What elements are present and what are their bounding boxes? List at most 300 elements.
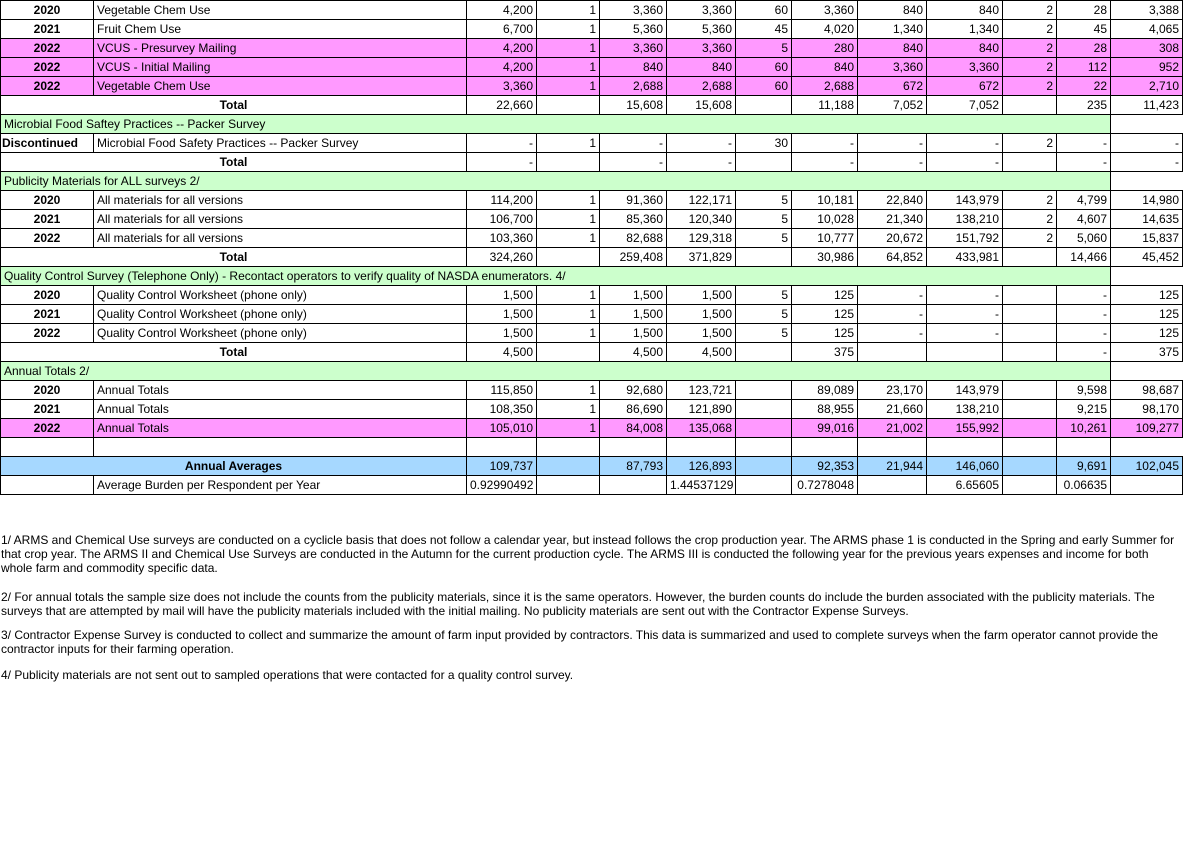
- value-cell: 4,200: [467, 1, 537, 20]
- value-cell: 14,980: [1111, 191, 1183, 210]
- description-cell: All materials for all versions: [94, 191, 467, 210]
- value-cell: 1,340: [858, 20, 927, 39]
- value-cell: 4,020: [792, 20, 858, 39]
- value-cell: 64,852: [858, 248, 927, 267]
- value-cell: 4,500: [600, 343, 667, 362]
- value-cell: 433,981: [927, 248, 1003, 267]
- description-cell: VCUS - Initial Mailing: [94, 58, 467, 77]
- value-cell: [1003, 457, 1057, 476]
- value-cell: [858, 476, 927, 495]
- description-cell: Vegetable Chem Use: [94, 1, 467, 20]
- total-label: Total: [1, 96, 467, 115]
- value-cell: 9,215: [1057, 400, 1111, 419]
- value-cell: 3,360: [927, 58, 1003, 77]
- table-row: [1, 343, 1183, 362]
- value-cell: 9,691: [1057, 457, 1111, 476]
- value-cell: 0.92990492: [467, 476, 537, 495]
- table-row: [1, 457, 1183, 476]
- value-cell: 84,008: [600, 419, 667, 438]
- table-row: [1, 229, 1183, 248]
- value-cell: 106,700: [467, 210, 537, 229]
- value-cell: 30: [736, 134, 792, 153]
- value-cell: 0.06635: [1057, 476, 1111, 495]
- value-cell: 3,360: [600, 1, 667, 20]
- value-cell: -: [1057, 343, 1111, 362]
- table-row: [1, 419, 1183, 438]
- table-row: [1, 400, 1183, 419]
- value-cell: 123,721: [667, 381, 736, 400]
- empty-cell: [94, 438, 467, 457]
- value-cell: 1.44537129: [667, 476, 736, 495]
- value-cell: 14,466: [1057, 248, 1111, 267]
- empty-cell: [1003, 438, 1057, 457]
- value-cell: 2: [1003, 134, 1057, 153]
- value-cell: [736, 419, 792, 438]
- table-row: [1, 362, 1183, 381]
- value-cell: -: [858, 305, 927, 324]
- value-cell: 15,837: [1111, 229, 1183, 248]
- value-cell: -: [858, 324, 927, 343]
- value-cell: 5: [736, 324, 792, 343]
- empty-cell: [1, 438, 94, 457]
- value-cell: 1,500: [467, 305, 537, 324]
- value-cell: 1: [537, 400, 600, 419]
- value-cell: 672: [927, 77, 1003, 96]
- description-cell: Annual Totals: [94, 419, 467, 438]
- value-cell: -: [1057, 324, 1111, 343]
- value-cell: [1003, 381, 1057, 400]
- value-cell: [1111, 476, 1183, 495]
- value-cell: 11,188: [792, 96, 858, 115]
- value-cell: 86,690: [600, 400, 667, 419]
- value-cell: 0.7278048: [792, 476, 858, 495]
- table-row: [1, 39, 1183, 58]
- empty-cell: [792, 438, 858, 457]
- value-cell: 2: [1003, 58, 1057, 77]
- value-cell: 3,360: [667, 1, 736, 20]
- value-cell: 129,318: [667, 229, 736, 248]
- description-cell: Quality Control Worksheet (phone only): [94, 305, 467, 324]
- section-header: Annual Totals 2/: [1, 362, 1111, 381]
- value-cell: 1: [537, 134, 600, 153]
- value-cell: [736, 381, 792, 400]
- value-cell: 1,500: [667, 324, 736, 343]
- footnote-1: 1/ ARMS and Chemical Use surveys are conducted on a cyclicle basis that does not follow a calendar year, but instead follows the crop production year. The ARMS phase 1 is conducted in the Spring and early Summer for that crop year. The ARMS II and Chemical Use Surveys are conducted in the Autumn for the current production cycle. The ARMS III is conducted the following year for the previous years expenses and income for both whole farm and commodity specific data.: [1, 533, 1175, 575]
- year-cell: Discontinued: [1, 134, 94, 153]
- value-cell: 98,170: [1111, 400, 1183, 419]
- empty-cell: [600, 438, 667, 457]
- value-cell: 122,171: [667, 191, 736, 210]
- section-header: Publicity Materials for ALL surveys 2/: [1, 172, 1111, 191]
- value-cell: 5,060: [1057, 229, 1111, 248]
- value-cell: 21,002: [858, 419, 927, 438]
- value-cell: 5,360: [600, 20, 667, 39]
- value-cell: 2: [1003, 39, 1057, 58]
- value-cell: 1: [537, 20, 600, 39]
- value-cell: 2: [1003, 1, 1057, 20]
- year-cell: 2022: [1, 419, 94, 438]
- description-cell: Annual Totals: [94, 400, 467, 419]
- table-row: [1, 324, 1183, 343]
- value-cell: 1: [537, 381, 600, 400]
- value-cell: 371,829: [667, 248, 736, 267]
- value-cell: 82,688: [600, 229, 667, 248]
- value-cell: 121,890: [667, 400, 736, 419]
- year-cell: 2022: [1, 58, 94, 77]
- value-cell: 2: [1003, 191, 1057, 210]
- value-cell: -: [1111, 153, 1183, 172]
- year-cell: 2022: [1, 229, 94, 248]
- value-cell: 840: [858, 1, 927, 20]
- value-cell: 143,979: [927, 191, 1003, 210]
- value-cell: 952: [1111, 58, 1183, 77]
- value-cell: 22,660: [467, 96, 537, 115]
- year-cell: 2020: [1, 1, 94, 20]
- value-cell: 4,065: [1111, 20, 1183, 39]
- value-cell: [537, 457, 600, 476]
- empty-cell: [467, 438, 537, 457]
- value-cell: 1: [537, 39, 600, 58]
- value-cell: 99,016: [792, 419, 858, 438]
- value-cell: 10,777: [792, 229, 858, 248]
- table-row: [1, 96, 1183, 115]
- value-cell: 308: [1111, 39, 1183, 58]
- value-cell: -: [858, 134, 927, 153]
- value-cell: 4,200: [467, 39, 537, 58]
- table-row: [1, 153, 1183, 172]
- value-cell: [736, 248, 792, 267]
- table-row: [1, 476, 1183, 495]
- empty-cell: [736, 438, 792, 457]
- value-cell: 60: [736, 1, 792, 20]
- empty-cell: [667, 438, 736, 457]
- table-row: [1, 305, 1183, 324]
- value-cell: 1: [537, 286, 600, 305]
- year-cell: 2022: [1, 324, 94, 343]
- value-cell: 1,340: [927, 20, 1003, 39]
- value-cell: 1: [537, 419, 600, 438]
- year-cell: 2022: [1, 39, 94, 58]
- table-row: [1, 381, 1183, 400]
- value-cell: -: [927, 305, 1003, 324]
- year-cell: [1, 476, 94, 495]
- value-cell: 10,028: [792, 210, 858, 229]
- table-row: [1, 286, 1183, 305]
- value-cell: -: [927, 153, 1003, 172]
- value-cell: 135,068: [667, 419, 736, 438]
- value-cell: -: [792, 153, 858, 172]
- value-cell: [1003, 153, 1057, 172]
- empty-cell: [537, 438, 600, 457]
- value-cell: 20,672: [858, 229, 927, 248]
- value-cell: 2,688: [792, 77, 858, 96]
- value-cell: 115,850: [467, 381, 537, 400]
- value-cell: 2,710: [1111, 77, 1183, 96]
- value-cell: 4,500: [467, 343, 537, 362]
- value-cell: -: [667, 134, 736, 153]
- value-cell: -: [792, 134, 858, 153]
- value-cell: 105,010: [467, 419, 537, 438]
- value-cell: 1: [537, 191, 600, 210]
- year-cell: 2022: [1, 77, 94, 96]
- value-cell: [1003, 305, 1057, 324]
- value-cell: -: [667, 153, 736, 172]
- value-cell: [736, 400, 792, 419]
- value-cell: 88,955: [792, 400, 858, 419]
- value-cell: 1: [537, 305, 600, 324]
- description-cell: All materials for all versions: [94, 210, 467, 229]
- section-header: Microbial Food Saftey Practices -- Packer Survey: [1, 115, 1111, 134]
- table-row: [1, 1, 1183, 20]
- value-cell: 125: [1111, 305, 1183, 324]
- value-cell: 89,089: [792, 381, 858, 400]
- value-cell: 375: [792, 343, 858, 362]
- empty-cell: [1057, 438, 1111, 457]
- value-cell: 125: [792, 305, 858, 324]
- value-cell: 5: [736, 286, 792, 305]
- value-cell: 5: [736, 305, 792, 324]
- value-cell: 2,688: [667, 77, 736, 96]
- value-cell: 15,608: [667, 96, 736, 115]
- value-cell: 9,598: [1057, 381, 1111, 400]
- value-cell: 103,360: [467, 229, 537, 248]
- total-label: Total: [1, 248, 467, 267]
- value-cell: 10,181: [792, 191, 858, 210]
- value-cell: 1,500: [667, 286, 736, 305]
- value-cell: 1: [537, 324, 600, 343]
- value-cell: [600, 476, 667, 495]
- year-cell: 2020: [1, 191, 94, 210]
- value-cell: [537, 96, 600, 115]
- value-cell: -: [927, 324, 1003, 343]
- value-cell: [1003, 476, 1057, 495]
- value-cell: [736, 457, 792, 476]
- description-cell: Microbial Food Safety Practices -- Packer Survey: [94, 134, 467, 153]
- value-cell: -: [1057, 305, 1111, 324]
- value-cell: [1003, 286, 1057, 305]
- value-cell: 1,500: [467, 286, 537, 305]
- value-cell: -: [1111, 134, 1183, 153]
- value-cell: 4,607: [1057, 210, 1111, 229]
- table-row: [1, 77, 1183, 96]
- value-cell: 125: [792, 324, 858, 343]
- value-cell: 98,687: [1111, 381, 1183, 400]
- value-cell: 1,500: [667, 305, 736, 324]
- value-cell: -: [467, 134, 537, 153]
- value-cell: 5,360: [667, 20, 736, 39]
- value-cell: 126,893: [667, 457, 736, 476]
- value-cell: 5: [736, 39, 792, 58]
- value-cell: [927, 343, 1003, 362]
- value-cell: 2: [1003, 210, 1057, 229]
- footnote-2: 2/ For annual totals the sample size does not include the counts from the publicity materials, since it is the same operators. However, the burden counts do include the burden associated with the publicity materials. The surveys that are attempted by mail will have the publicity materials included with the initial mailing. No publicity materials are sent out with the Contractor Expense Surveys.: [1, 590, 1155, 618]
- footnote-3: 3/ Contractor Expense Survey is conducted to collect and summarize the amount of farm input provided by contractors. This data is summarized and used to complete surveys when the farm operator cannot provide the contractor inputs for their farming operation.: [1, 628, 1159, 656]
- value-cell: 6.65605: [927, 476, 1003, 495]
- description-cell: Quality Control Worksheet (phone only): [94, 286, 467, 305]
- value-cell: 840: [927, 1, 1003, 20]
- value-cell: -: [467, 153, 537, 172]
- value-cell: 1: [537, 229, 600, 248]
- value-cell: 108,350: [467, 400, 537, 419]
- table-row: [1, 210, 1183, 229]
- value-cell: -: [600, 153, 667, 172]
- value-cell: [537, 153, 600, 172]
- value-cell: 7,052: [927, 96, 1003, 115]
- value-cell: -: [600, 134, 667, 153]
- value-cell: 120,340: [667, 210, 736, 229]
- table-row: [1, 191, 1183, 210]
- value-cell: 3,388: [1111, 1, 1183, 20]
- total-label: Total: [1, 343, 467, 362]
- value-cell: 6,700: [467, 20, 537, 39]
- value-cell: 2: [1003, 229, 1057, 248]
- value-cell: -: [1057, 286, 1111, 305]
- value-cell: 3,360: [667, 39, 736, 58]
- value-cell: 1,500: [600, 324, 667, 343]
- value-cell: 112: [1057, 58, 1111, 77]
- value-cell: 138,210: [927, 210, 1003, 229]
- value-cell: [1003, 343, 1057, 362]
- value-cell: 1,500: [600, 286, 667, 305]
- description-cell: Average Burden per Respondent per Year: [94, 476, 467, 495]
- value-cell: [736, 343, 792, 362]
- value-cell: 5: [736, 210, 792, 229]
- value-cell: 4,200: [467, 58, 537, 77]
- table-row: [1, 58, 1183, 77]
- value-cell: 14,635: [1111, 210, 1183, 229]
- value-cell: 840: [792, 58, 858, 77]
- value-cell: 146,060: [927, 457, 1003, 476]
- value-cell: 45: [1057, 20, 1111, 39]
- description-cell: Quality Control Worksheet (phone only): [94, 324, 467, 343]
- value-cell: 375: [1111, 343, 1183, 362]
- empty-cell: [927, 438, 1003, 457]
- empty-cell: [858, 438, 927, 457]
- value-cell: 15,608: [600, 96, 667, 115]
- year-cell: 2021: [1, 210, 94, 229]
- value-cell: 60: [736, 77, 792, 96]
- table-row: [1, 20, 1183, 39]
- value-cell: 4,799: [1057, 191, 1111, 210]
- value-cell: -: [1057, 153, 1111, 172]
- table-row: [1, 115, 1183, 134]
- value-cell: [1003, 324, 1057, 343]
- value-cell: [1003, 400, 1057, 419]
- value-cell: 85,360: [600, 210, 667, 229]
- value-cell: [1003, 419, 1057, 438]
- table-row: [1, 438, 1183, 457]
- value-cell: 28: [1057, 39, 1111, 58]
- value-cell: 28: [1057, 1, 1111, 20]
- value-cell: 23,170: [858, 381, 927, 400]
- value-cell: 30,986: [792, 248, 858, 267]
- year-cell: 2020: [1, 381, 94, 400]
- value-cell: 125: [1111, 286, 1183, 305]
- value-cell: 151,792: [927, 229, 1003, 248]
- value-cell: -: [858, 153, 927, 172]
- value-cell: 4,500: [667, 343, 736, 362]
- value-cell: 280: [792, 39, 858, 58]
- value-cell: 1: [537, 210, 600, 229]
- value-cell: 155,992: [927, 419, 1003, 438]
- value-cell: 21,340: [858, 210, 927, 229]
- value-cell: [736, 476, 792, 495]
- year-cell: 2021: [1, 305, 94, 324]
- value-cell: [1003, 248, 1057, 267]
- value-cell: 45,452: [1111, 248, 1183, 267]
- value-cell: 143,979: [927, 381, 1003, 400]
- value-cell: 22,840: [858, 191, 927, 210]
- value-cell: [537, 476, 600, 495]
- value-cell: [537, 343, 600, 362]
- table-row: [1, 248, 1183, 267]
- value-cell: 1,500: [467, 324, 537, 343]
- section-header: Quality Control Survey (Telephone Only) - Recontact operators to verify quality of NASDA enumerators. 4/: [1, 267, 1111, 286]
- value-cell: 11,423: [1111, 96, 1183, 115]
- year-cell: 2021: [1, 400, 94, 419]
- value-cell: 109,737: [467, 457, 537, 476]
- value-cell: 5: [736, 229, 792, 248]
- table-row: [1, 134, 1183, 153]
- value-cell: 5: [736, 191, 792, 210]
- description-cell: Vegetable Chem Use: [94, 77, 467, 96]
- value-cell: 138,210: [927, 400, 1003, 419]
- value-cell: 7,052: [858, 96, 927, 115]
- value-cell: 3,360: [467, 77, 537, 96]
- description-cell: Fruit Chem Use: [94, 20, 467, 39]
- value-cell: [858, 343, 927, 362]
- value-cell: 3,360: [858, 58, 927, 77]
- value-cell: 2: [1003, 77, 1057, 96]
- year-cell: 2020: [1, 286, 94, 305]
- year-cell: 2021: [1, 20, 94, 39]
- value-cell: 259,408: [600, 248, 667, 267]
- value-cell: 102,045: [1111, 457, 1183, 476]
- value-cell: 21,660: [858, 400, 927, 419]
- table-row: [1, 267, 1183, 286]
- value-cell: 1: [537, 58, 600, 77]
- description-cell: VCUS - Presurvey Mailing: [94, 39, 467, 58]
- value-cell: 2: [1003, 20, 1057, 39]
- value-cell: 125: [1111, 324, 1183, 343]
- value-cell: -: [927, 134, 1003, 153]
- value-cell: -: [927, 286, 1003, 305]
- value-cell: -: [858, 286, 927, 305]
- value-cell: [1003, 96, 1057, 115]
- footnote-4: 4/ Publicity materials are not sent out to sampled operations that were contacted for a quality control survey.: [1, 668, 574, 682]
- value-cell: 22: [1057, 77, 1111, 96]
- value-cell: 2,688: [600, 77, 667, 96]
- value-cell: 60: [736, 58, 792, 77]
- value-cell: 21,944: [858, 457, 927, 476]
- value-cell: 672: [858, 77, 927, 96]
- value-cell: [537, 248, 600, 267]
- value-cell: 840: [927, 39, 1003, 58]
- value-cell: 840: [667, 58, 736, 77]
- value-cell: 109,277: [1111, 419, 1183, 438]
- value-cell: 235: [1057, 96, 1111, 115]
- value-cell: 1: [537, 77, 600, 96]
- description-cell: All materials for all versions: [94, 229, 467, 248]
- value-cell: 92,353: [792, 457, 858, 476]
- value-cell: [736, 96, 792, 115]
- value-cell: 1,500: [600, 305, 667, 324]
- value-cell: 840: [858, 39, 927, 58]
- value-cell: 45: [736, 20, 792, 39]
- value-cell: 87,793: [600, 457, 667, 476]
- value-cell: 3,360: [600, 39, 667, 58]
- value-cell: 91,360: [600, 191, 667, 210]
